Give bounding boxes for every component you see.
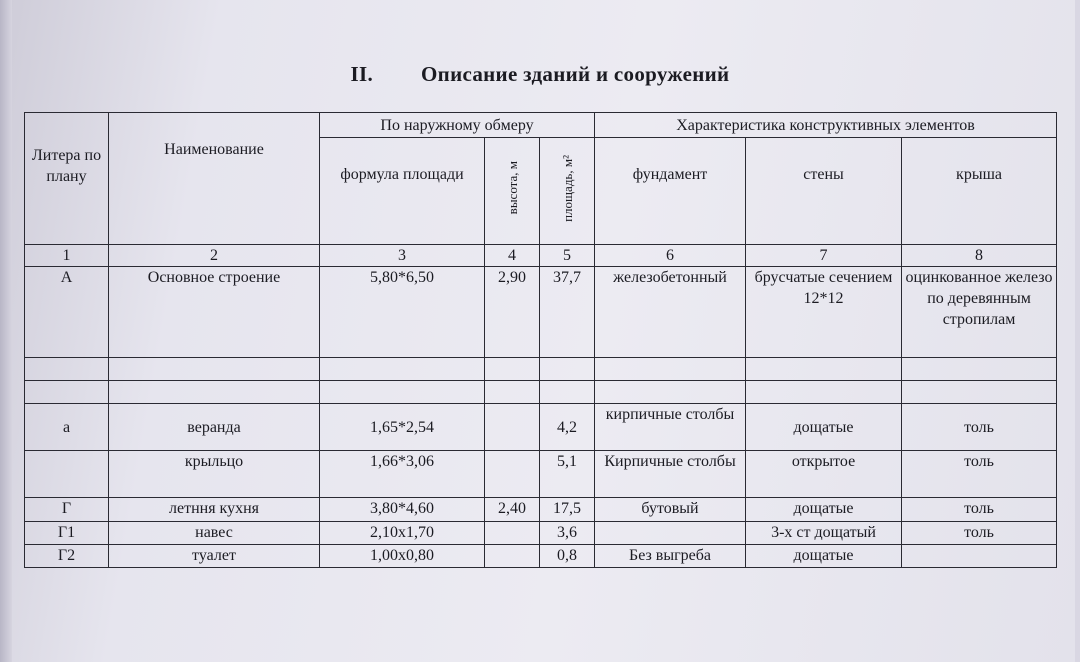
cell-walls: открытое <box>746 451 902 498</box>
table-row <box>25 498 1057 522</box>
cell-roof: толь <box>902 498 1057 522</box>
cell-roof <box>902 545 1057 568</box>
section-heading: Описание зданий и сооружений <box>421 62 730 86</box>
cell-name: веранда <box>109 404 320 451</box>
cell-formula: 3,80*4,60 <box>320 498 485 522</box>
header-walls: стены <box>746 138 902 245</box>
col-number: 1 <box>25 245 109 267</box>
cell-height <box>485 522 540 545</box>
cell-name: Основное строение <box>109 267 320 358</box>
cell-name: крыльцо <box>109 451 320 498</box>
cell-formula: 1,00х0,80 <box>320 545 485 568</box>
cell-height: 2,90 <box>485 267 540 358</box>
cell-litera: А <box>25 267 109 358</box>
section-number: II. <box>350 62 374 86</box>
header-char-group: Характеристика конструктивных элементов <box>595 113 1057 138</box>
cell-litera <box>25 451 109 498</box>
cell-area: 3,6 <box>540 522 595 545</box>
cell-litera: Г2 <box>25 545 109 568</box>
cell-litera: Г <box>25 498 109 522</box>
header-foundation: фундамент <box>595 138 746 245</box>
cell-name: летння кухня <box>109 498 320 522</box>
cell-foundation: железобетонный <box>595 267 746 358</box>
cell-area: 37,7 <box>540 267 595 358</box>
cell-height <box>485 381 540 404</box>
cell-litera <box>25 381 109 404</box>
table-row <box>25 545 1057 568</box>
header-name: Наименование <box>109 113 320 245</box>
header-height-label: высота, м <box>504 161 520 215</box>
cell-walls: дощатые <box>746 545 902 568</box>
cell-formula: 5,80*6,50 <box>320 267 485 358</box>
cell-area <box>540 381 595 404</box>
col-number: 8 <box>902 245 1057 267</box>
cell-formula: 1,66*3,06 <box>320 451 485 498</box>
col-number: 3 <box>320 245 485 267</box>
cell-name <box>109 358 320 381</box>
buildings-table <box>24 112 1057 568</box>
cell-walls: дощатые <box>746 404 902 451</box>
header-litera: Литера по плану <box>25 113 109 245</box>
col-number: 2 <box>109 245 320 267</box>
cell-formula: 1,65*2,54 <box>320 404 485 451</box>
cell-foundation: Кирпичные столбы <box>595 451 746 498</box>
cell-foundation <box>595 358 746 381</box>
cell-walls: 3-х ст дощатый <box>746 522 902 545</box>
cell-name: туалет <box>109 545 320 568</box>
cell-walls: брусчатые сечением 12*12 <box>746 267 902 358</box>
header-formula: формула площади <box>320 138 485 245</box>
section-title <box>0 62 1080 87</box>
cell-height <box>485 545 540 568</box>
table-row <box>25 451 1057 498</box>
cell-height <box>485 358 540 381</box>
cell-height: 2,40 <box>485 498 540 522</box>
cell-litera: а <box>25 404 109 451</box>
cell-roof: толь <box>902 522 1057 545</box>
cell-formula <box>320 381 485 404</box>
cell-foundation <box>595 522 746 545</box>
cell-formula <box>320 358 485 381</box>
header-area <box>540 138 595 245</box>
header-height <box>485 138 540 245</box>
cell-roof: толь <box>902 451 1057 498</box>
cell-roof: оцинкованное железо по деревянным стропилам <box>902 267 1057 358</box>
table-row <box>25 404 1057 451</box>
cell-height <box>485 451 540 498</box>
page-edge <box>0 0 12 662</box>
cell-foundation: Без выгреба <box>595 545 746 568</box>
cell-foundation <box>595 381 746 404</box>
table-row <box>25 267 1057 358</box>
cell-walls: дощатые <box>746 498 902 522</box>
cell-name: навес <box>109 522 320 545</box>
cell-roof <box>902 381 1057 404</box>
cell-roof: толь <box>902 404 1057 451</box>
cell-formula: 2,10х1,70 <box>320 522 485 545</box>
cell-height <box>485 404 540 451</box>
table-row <box>25 358 1057 381</box>
cell-walls <box>746 381 902 404</box>
cell-name <box>109 381 320 404</box>
cell-roof <box>902 358 1057 381</box>
cell-foundation: кирпичные столбы <box>595 404 746 451</box>
cell-area <box>540 358 595 381</box>
cell-area: 17,5 <box>540 498 595 522</box>
header-area-label: площадь, м² <box>559 154 575 222</box>
col-number: 5 <box>540 245 595 267</box>
cell-area: 4,2 <box>540 404 595 451</box>
header-roof: крыша <box>902 138 1057 245</box>
column-numbers-row <box>25 245 1057 267</box>
cell-area: 5,1 <box>540 451 595 498</box>
cell-litera <box>25 358 109 381</box>
cell-foundation: бутовый <box>595 498 746 522</box>
col-number: 7 <box>746 245 902 267</box>
header-measure-group: По наружному обмеру <box>320 113 595 138</box>
cell-litera: Г1 <box>25 522 109 545</box>
col-number: 4 <box>485 245 540 267</box>
table-row <box>25 522 1057 545</box>
cell-area: 0,8 <box>540 545 595 568</box>
table-row <box>25 381 1057 404</box>
header-row-1 <box>25 113 1057 138</box>
cell-walls <box>746 358 902 381</box>
col-number: 6 <box>595 245 746 267</box>
